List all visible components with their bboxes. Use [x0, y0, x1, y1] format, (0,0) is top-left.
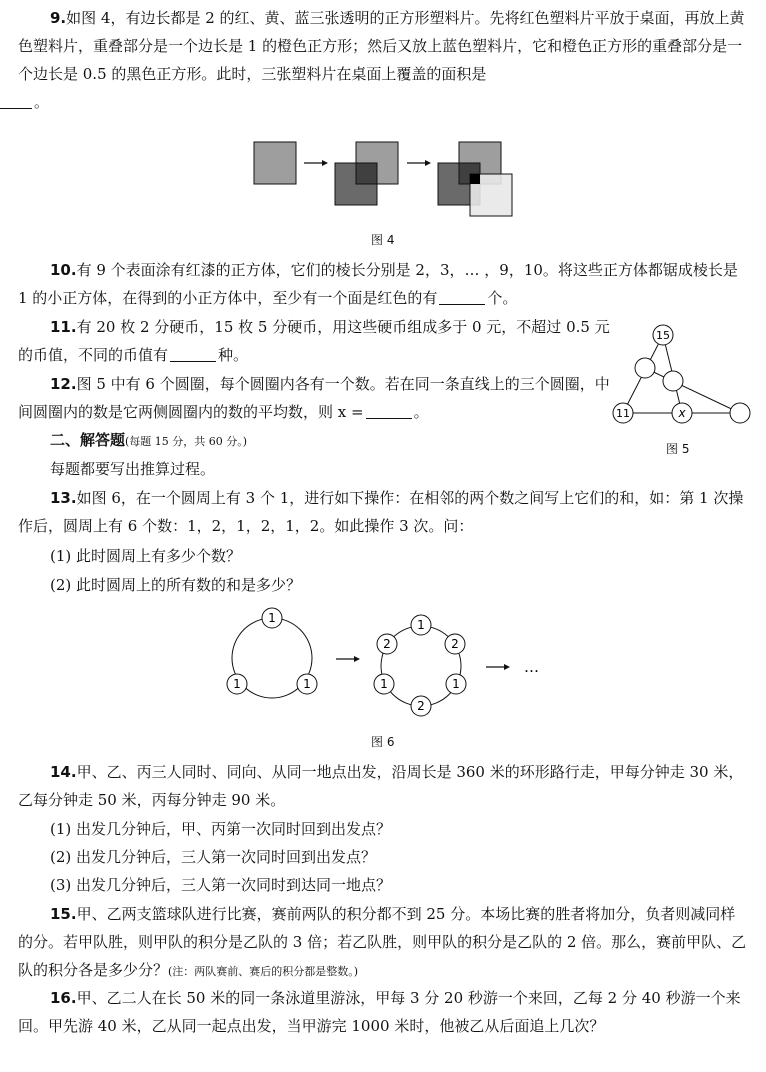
question-text: 甲、乙两支篮球队进行比赛，赛前两队的积分都不到 25 分。本场比赛的胜者将加分，负者则减同样的分。若甲队胜，则甲队的积分是乙队的 3 倍；若乙队胜，则甲队的积分是乙队的 2 倍。那么，赛前甲队、乙队的积分各是多少分？ — [18, 905, 747, 979]
question-tail: 。 — [413, 403, 429, 421]
circle-bottom-left-label: 11 — [616, 407, 630, 420]
question-number: 14. — [50, 763, 77, 781]
circle-upper-left — [635, 358, 655, 378]
question-14 — [18, 758, 748, 814]
node-label: 1 — [417, 618, 425, 632]
question-15 — [18, 900, 748, 986]
circle-x-label: x — [678, 406, 686, 420]
arrow-head — [425, 160, 431, 166]
node-label: 2 — [383, 637, 391, 651]
question-number: 16. — [50, 989, 77, 1007]
figure-5-caption: 图 5 — [666, 442, 690, 456]
question-11 — [18, 313, 610, 369]
answer-blank — [366, 402, 412, 419]
question-tail: 种。 — [218, 346, 249, 364]
node-label: 2 — [451, 637, 459, 651]
question-number: 11. — [50, 318, 77, 336]
question-text: 如图 6，在一个圆周上有 3 个 1，进行如下操作：在相邻的两个数之间写上它们的和，如：第 1 次操作后，圆周上有 6 个数：1，2，1，2，1，2。如此操作 3 次。问： — [18, 489, 744, 535]
question-number: 15. — [50, 905, 77, 923]
question-13 — [18, 484, 748, 540]
arrow-head — [322, 160, 328, 166]
section-title: 二、解答题 — [50, 431, 126, 449]
section-heading — [18, 426, 610, 456]
question-tail: 。 — [34, 93, 50, 111]
question-text: 有 9 个表面涂有红漆的正方体，它们的棱长分别是 2，3，… ，9，10。将这些正方体都锯成棱长是 1 的小正方体，在得到的小正方体中，至少有一个面是红色的有 — [18, 261, 738, 307]
question-text: 甲、乙二人在长 50 米的同一条泳道里游泳，甲每 3 分 20 秒游一个来回，乙每 2 分 40 秒游一个来回。甲先游 40 米，乙从同一起点出发，当甲游完 1000 米时，他被乙从后面追上几次？ — [18, 989, 741, 1035]
question-text: 如图 4，有边长都是 2 的红、黄、蓝三张透明的正方形塑料片。先将红色塑料片平放于桌面，再放上黄色塑料片，重叠部分是一个边长是 1 的橙色正方形；然后又放上蓝色塑料片，它和橙色正方形的重叠部分是一个边长是 0.5 的黑色正方形。此时，三张塑料片在桌面上覆盖的面积是 — [18, 9, 745, 83]
question-text: 图 5 中有 6 个圆圈，每个圆圈内各有一个数。若在同一条直线上的三个圆圈，中间圆圈内的数是它两侧圆圈内的数的平均数，则 x = — [18, 375, 610, 421]
section-note: (每题 15 分，共 60 分。) — [125, 435, 248, 448]
node-label: 1 — [452, 677, 460, 691]
question-14-sub-1: (1) 出发几分钟后，甲、丙第一次同时回到出发点？ — [50, 820, 392, 838]
black-overlap — [470, 174, 480, 184]
section-instruction: 每题都要写出推算过程。 — [50, 460, 216, 478]
question-number: 10. — [50, 261, 77, 279]
question-number: 9. — [50, 9, 67, 27]
answer-blank — [0, 92, 32, 109]
circle-bottom-right — [730, 403, 750, 423]
ellipsis: … — [524, 658, 539, 676]
question-13-sub-2: (2) 此时圆周上的所有数的和是多少？ — [50, 576, 302, 594]
answer-blank — [170, 345, 216, 362]
node-label: 1 — [380, 677, 388, 691]
question-12 — [18, 370, 610, 426]
orange-overlap — [356, 163, 377, 184]
question-number: 12. — [50, 375, 77, 393]
question-10 — [18, 256, 748, 312]
question-14-sub-3: (3) 出发几分钟后，三人第一次同时到达同一地点？ — [50, 876, 392, 894]
circle-top-label: 15 — [656, 329, 670, 342]
question-13-sub-1: (1) 此时圆周上有多少个数？ — [50, 547, 242, 565]
question-14-sub-2: (2) 出发几分钟后，三人第一次同时回到出发点？ — [50, 848, 377, 866]
answer-blank — [439, 288, 485, 305]
question-9 — [18, 4, 748, 116]
question-text: 有 20 枚 2 分硬币，15 枚 5 分硬币，用这些硬币组成多于 0 元，不超过 0.5 元的币值，不同的币值有 — [18, 318, 610, 364]
question-16 — [18, 984, 748, 1040]
figure-6-caption: 图 6 — [371, 735, 395, 749]
red-square — [254, 142, 296, 184]
figure-5 — [610, 318, 760, 438]
question-number: 13. — [50, 489, 77, 507]
node-label: 2 — [417, 699, 425, 713]
node-label: 1 — [268, 611, 276, 625]
figure-4-caption: 图 4 — [371, 233, 395, 247]
figure-6 — [0, 606, 766, 726]
node-label: 1 — [233, 677, 241, 691]
circle-upper-right — [663, 371, 683, 391]
node-label: 1 — [303, 677, 311, 691]
question-text: 甲、乙、丙三人同时、同向、从同一地点出发，沿周长是 360 米的环形路行走，甲每分钟走 30 米，乙每分钟走 50 米，丙每分钟走 90 米。 — [18, 763, 744, 809]
question-note: (注：两队赛前、赛后的积分都是整数。) — [168, 965, 359, 978]
question-tail: 个。 — [487, 289, 518, 307]
